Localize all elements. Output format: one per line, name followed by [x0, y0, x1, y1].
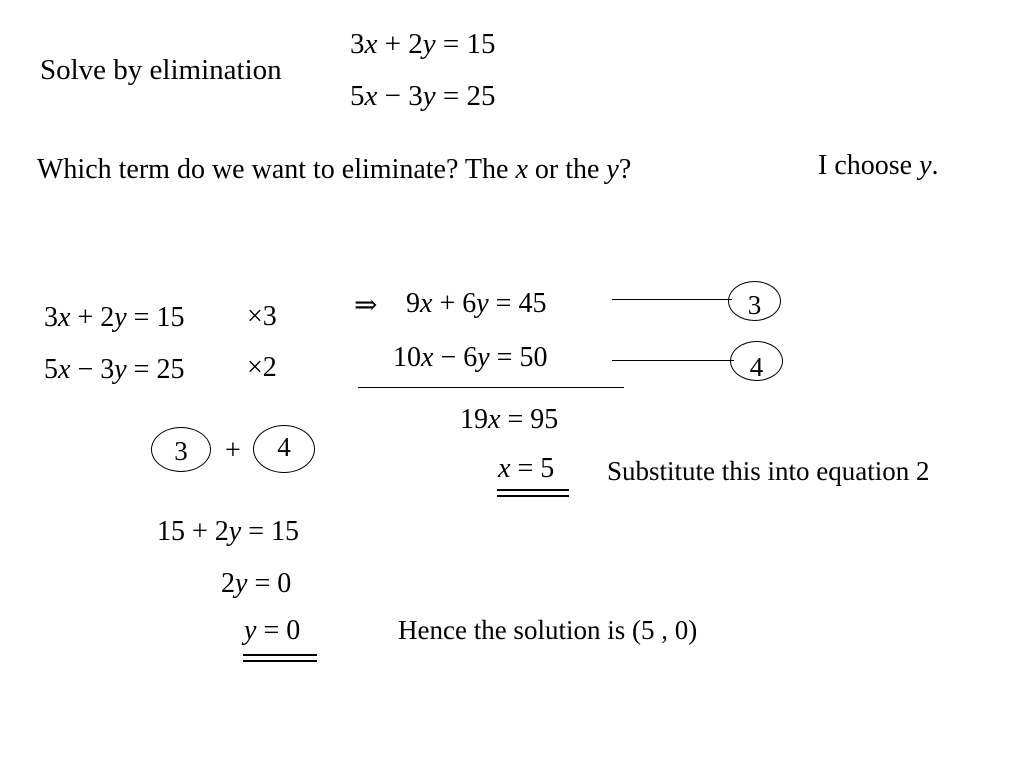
sum-equation: 19x = 95 [460, 404, 559, 435]
y-result-double-underline [243, 654, 317, 662]
combine-label-3: 3 [151, 427, 211, 472]
connector-line-3 [612, 299, 732, 300]
x-result-double-underline [497, 489, 569, 497]
step2-line-2: 2y = 0 [221, 568, 292, 599]
step2-line-3: y = 0 [244, 615, 301, 646]
equation-label-4: 4 [730, 341, 783, 381]
scaled-equation-4: 10x − 6y = 50 [393, 342, 548, 373]
combine-plus: + [225, 435, 241, 466]
equation-label-3: 3 [728, 281, 781, 321]
choice-text: I choose y. [818, 150, 939, 181]
step1-equation-1: 3x + 2y = 15 [44, 302, 185, 333]
substitute-note: Substitute this into equation 2 [607, 456, 930, 486]
system-equation-1: 3x + 2y = 15 [350, 28, 496, 60]
multiplier-2: ×2 [247, 352, 277, 383]
page-title: Solve by elimination [40, 54, 282, 86]
system-equation-2: 5x − 3y = 25 [350, 80, 496, 112]
implies-arrow: ⇒ [354, 290, 378, 321]
combine-label-4: 4 [253, 425, 315, 473]
question-text: Which term do we want to eliminate? The x or the y? [37, 154, 632, 185]
connector-line-4 [612, 360, 734, 361]
x-result: x = 5 [498, 453, 555, 484]
step1-equation-2: 5x − 3y = 25 [44, 354, 185, 385]
step2-line-1: 15 + 2y = 15 [157, 516, 300, 547]
addition-rule-line [358, 387, 624, 388]
multiplier-3: ×3 [247, 301, 277, 332]
scaled-equation-3: 9x + 6y = 45 [406, 288, 547, 319]
solution-conclusion: Hence the solution is (5 , 0) [398, 615, 698, 645]
